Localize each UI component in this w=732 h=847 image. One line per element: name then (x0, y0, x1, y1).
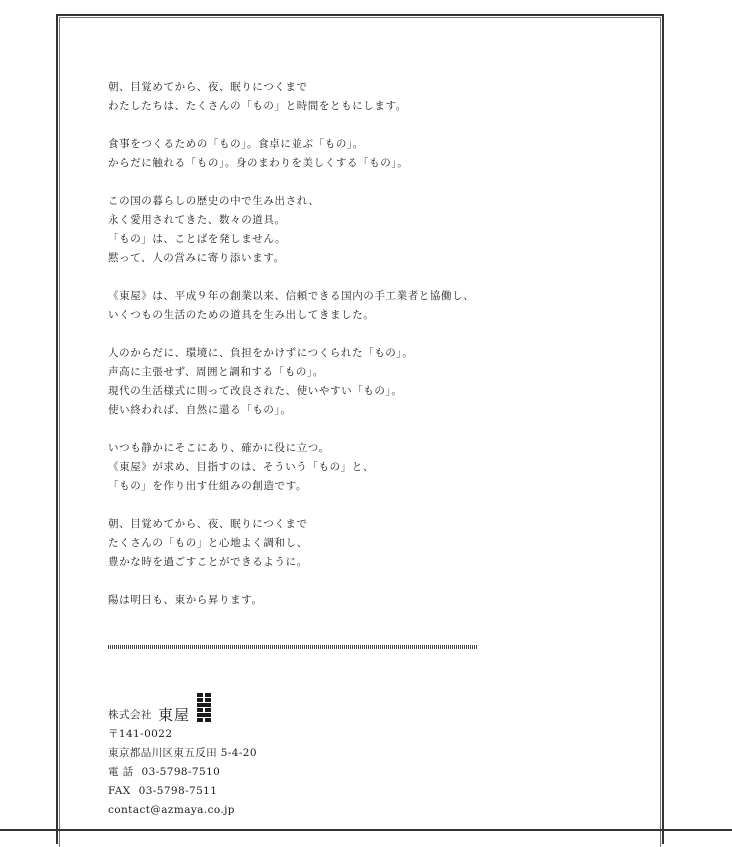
text-line: 現代の生活様式に則って改良された、使いやすい「もの」。 (108, 385, 403, 397)
address: 東京都品川区東五反田 5-4-20 (108, 747, 257, 759)
text-line: 陽は明日も、東から昇ります。 (108, 594, 263, 606)
text-line: 豊かな時を過ごすことができるように。 (108, 556, 308, 568)
text-line: 《東屋》が求め、目指すのは、そういう「もの」と、 (108, 461, 374, 473)
text-line: からだに触れる「もの」。身のまわりを美しくする「もの」。 (108, 157, 409, 169)
phone-line (108, 763, 408, 782)
postal-code: 〒141-0022 (108, 728, 173, 740)
text-line: いくつもの生活のための道具を生み出してきました。 (108, 309, 375, 321)
paragraph (108, 192, 628, 268)
text-line: 《東屋》は、平成９年の創業以来、信頼できる国内の手工業者と協働し、 (108, 290, 475, 302)
company-name-row (108, 693, 408, 725)
email[interactable]: contact@azmaya.co.jp (108, 804, 235, 816)
paragraph (108, 135, 628, 173)
phone-number: 03-5798-7510 (141, 766, 221, 778)
company-info (108, 693, 408, 820)
paragraph (108, 439, 628, 496)
fax-label: FAX (108, 785, 131, 797)
paragraph (108, 78, 628, 116)
fax-line (108, 782, 408, 801)
text-line: 使い終われば、自然に還る「もの」。 (108, 404, 292, 416)
text-line: 永く愛用されてきた、数々の道具。 (108, 214, 286, 226)
bottom-rule (0, 829, 732, 831)
paragraph (108, 344, 628, 420)
text-line: この国の暮らしの歴史の中で生み出され、 (108, 195, 320, 207)
company-type-label: 株式会社 (108, 709, 152, 721)
body-text (108, 78, 628, 629)
azmaya-logo-icon (196, 693, 212, 725)
dotted-divider (108, 645, 478, 649)
paragraph (108, 591, 628, 610)
text-line: わたしたちは、たくさんの「もの」と時間をともにします。 (108, 100, 407, 112)
fax-number: 03-5798-7511 (138, 785, 218, 797)
phone-label: 電 話 (108, 766, 134, 778)
text-line: 人のからだに、環境に、負担をかけずにつくられた「もの」。 (108, 347, 414, 359)
paragraph (108, 515, 628, 572)
text-line: 朝、目覚めてから、夜、眠りにつくまで (108, 81, 308, 93)
text-line: 「もの」を作り出す仕組みの創造です。 (108, 480, 307, 492)
text-line: 「もの」は、ことばを発しません。 (108, 233, 287, 245)
company-name: 東屋 (158, 706, 191, 724)
text-line: 朝、目覚めてから、夜、眠りにつくまで (108, 518, 308, 530)
text-line: たくさんの「もの」と心地よく調和し、 (108, 537, 308, 549)
text-line: 黙って、人の営みに寄り添います。 (108, 252, 285, 264)
text-line: 声高に主張せず、周囲と調和する「もの」。 (108, 366, 324, 378)
paragraph (108, 287, 628, 325)
text-line: 食事をつくるための「もの」。食卓に並ぶ「もの」。 (108, 138, 364, 150)
text-line: いつも静かにそこにあり、確かに役に立つ。 (108, 442, 330, 454)
